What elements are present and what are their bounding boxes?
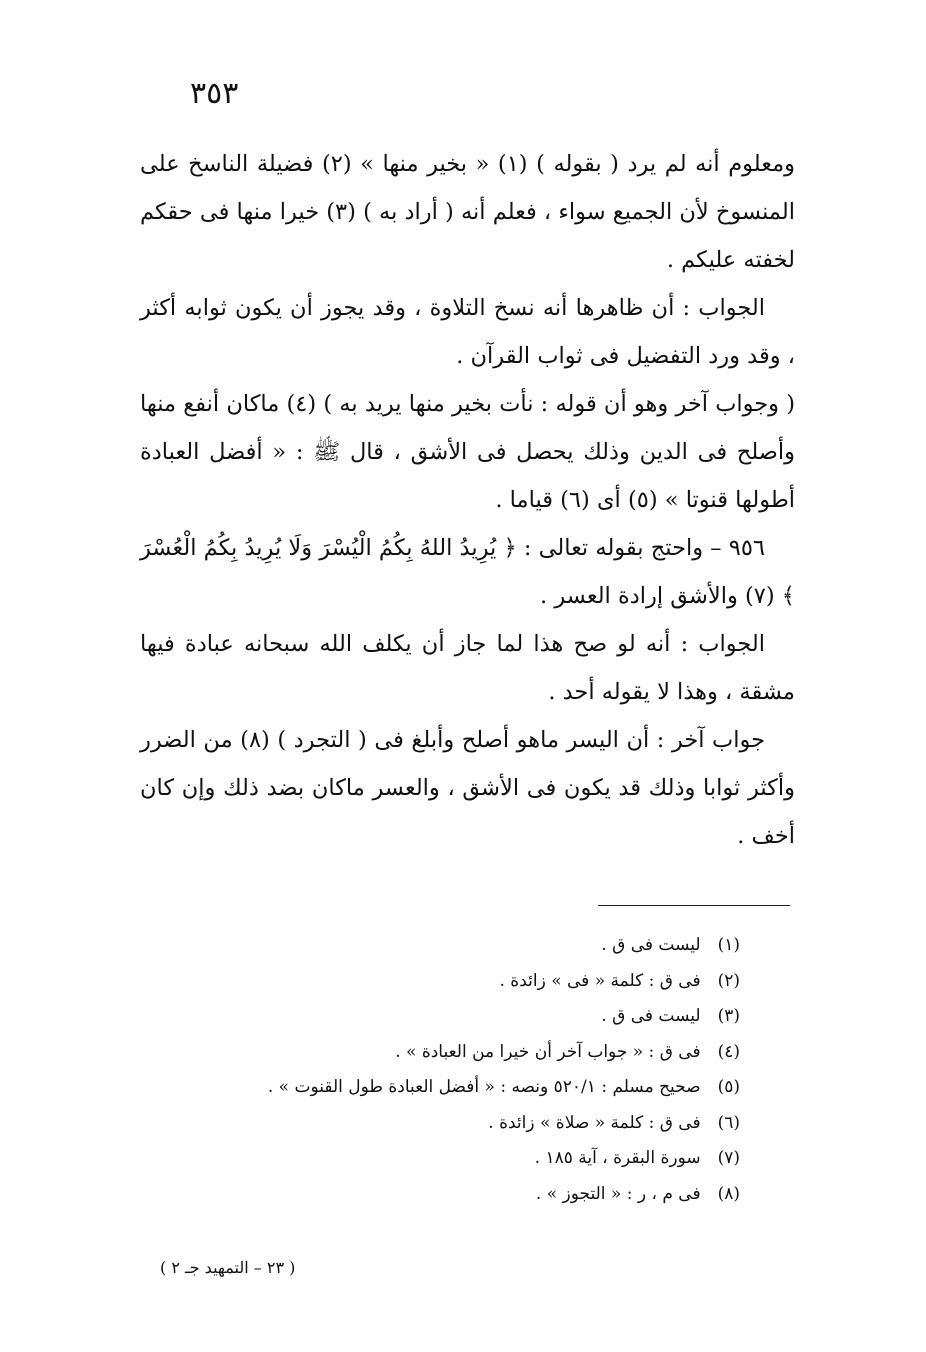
- footnote-number: (٤): [717, 1041, 740, 1062]
- footnote-number: (٨): [717, 1183, 740, 1204]
- footnote: [140, 999, 740, 1035]
- paragraph: ومعلوم أنه لم يرد ( بقوله ) (١) « بخير منها » (٢) فضيلة الناسخ على المنسوخ لأن الجميع سواء ، فعلم أنه ( أراد به ) (٣) خيرا منها فى حقكم لخفته عليكم .: [140, 151, 795, 273]
- paragraph: جواب آخر : أن اليسر ماهو أصلح وأبلغ فى ( التجرد ) (٨) من الضرر وأكثر ثوابا وذلك قد يكون فى الأشق ، والعسر ماكان بضد ذلك وإن كان أخف .: [140, 727, 795, 849]
- footnote-text: فى م ، ر : « التجوز » .: [535, 1183, 701, 1204]
- paragraph: ٩٥٦ – واحتج بقوله تعالى : ﴿ يُرِيدُ اللهُ بِكُمُ الْيُسْرَ وَلَا يُرِيدُ بِكُمُ الْعُسْرَ ﴾ (٧) والأشق إرادة العسر .: [140, 535, 795, 609]
- main-text: [140, 140, 795, 860]
- footnote: [140, 1177, 740, 1213]
- footnote: [140, 1035, 740, 1071]
- footnote-number: (٢): [717, 970, 740, 991]
- footnote-text: فى ق : كلمة « فى » زائدة .: [499, 970, 701, 991]
- footnote: [140, 1141, 740, 1177]
- paragraph: الجواب : أن ظاهرها أنه نسخ التلاوة ، وقد يجوز أن يكون ثوابه أكثر ، وقد ورد التفضيل فى ثواب القرآن .: [140, 295, 795, 369]
- footnote-divider: [598, 905, 790, 906]
- paragraph: ( وجواب آخر وهو أن قوله : نأت بخير منها يريد به ) (٤) ماكان أنفع منها وأصلح فى الدين وذلك يحصل فى الأشق ، قال ﷺ : « أفضل العبادة أطولها قنوتا » (٥) أى (٦) قياما .: [140, 391, 796, 513]
- footnote-text: صحيح مسلم : ٥٢٠/١ ونصه : « أفضل العبادة طول القنوت » .: [267, 1077, 701, 1097]
- footnote-text: فى ق : « جواب آخر أن خيرا من العبادة » .: [395, 1041, 701, 1062]
- paragraph: الجواب : أنه لو صح هذا لما جاز أن يكلف الله سبحانه عبادة فيها مشقة ، وهذا لا يقوله أحد .: [140, 631, 795, 705]
- footnote-number: (٦): [717, 1112, 740, 1133]
- footnote-text: ليست فى ق .: [601, 935, 701, 955]
- footnotes: [140, 928, 740, 1212]
- signature-mark: ( ٢٣ – التمهيد جـ ٢ ): [160, 1258, 296, 1277]
- footnote-number: (٧): [717, 1148, 740, 1168]
- footnote-number: (١): [717, 935, 740, 955]
- footnote: [140, 1070, 740, 1106]
- page-number: ٣٥٣: [190, 76, 239, 111]
- footnote-text: ليست فى ق .: [601, 1006, 701, 1026]
- footnote: [140, 1106, 740, 1142]
- footnote-number: (٥): [717, 1077, 740, 1097]
- footnote-text: فى ق : كلمة « صلاة » زائدة .: [488, 1112, 701, 1133]
- footnote: [140, 928, 740, 964]
- footnote-text: سورة البقرة ، آية ١٨٥ .: [534, 1148, 701, 1168]
- footnote-number: (٣): [717, 1006, 740, 1026]
- footnote: [140, 964, 740, 1000]
